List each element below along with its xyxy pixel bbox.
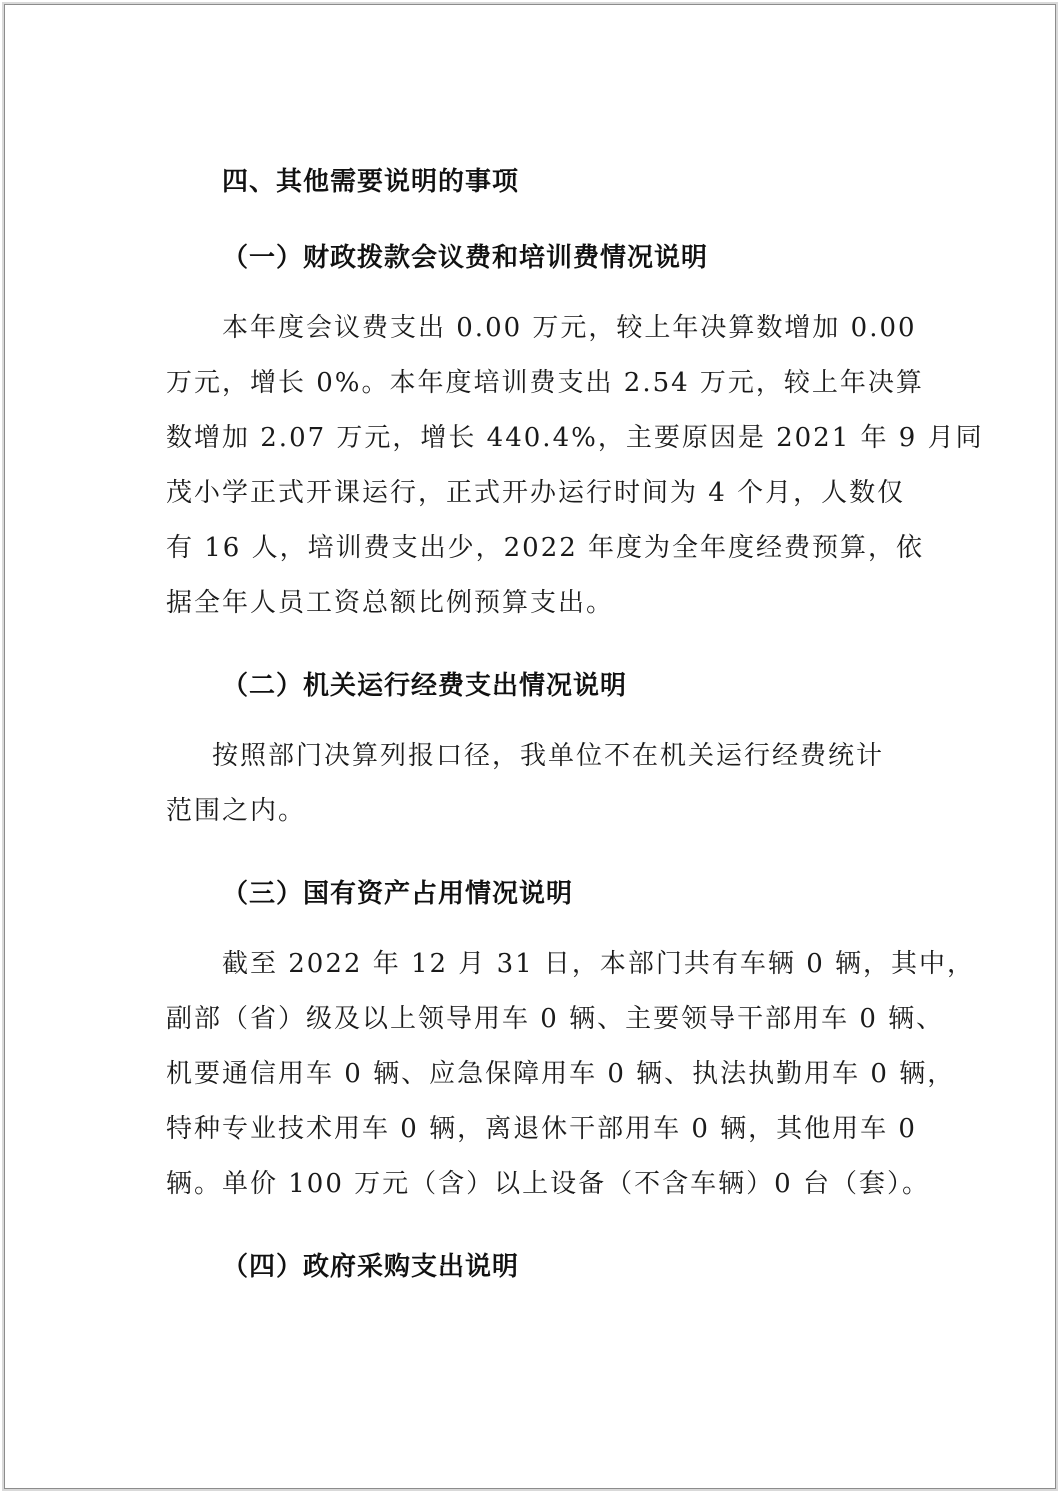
subsection-3-line-4: 特种专业技术用车 0 辆，离退休干部用车 0 辆，其他用车 0 <box>166 1114 917 1144</box>
subsection-1-line-6: 据全年人员工资总额比例预算支出。 <box>166 588 615 618</box>
subsection-2-title: （二）机关运行经费支出情况说明 <box>222 671 628 701</box>
subsection-1-line-1: 本年度会议费支出 0.00 万元，较上年决算数增加 0.00 <box>222 313 917 343</box>
subsection-1-title: （一）财政拨款会议费和培训费情况说明 <box>222 243 709 273</box>
subsection-3-title: （三）国有资产占用情况说明 <box>222 879 574 909</box>
subsection-1-line-3: 数增加 2.07 万元，增长 440.4%，主要原因是 2021 年 9 月同 <box>166 423 984 453</box>
subsection-3-line-5: 辆。单价 100 万元（含）以上设备（不含车辆）0 台（套）。 <box>166 1169 930 1199</box>
subsection-3-line-3: 机要通信用车 0 辆、应急保障用车 0 辆、执法执勤用车 0 辆， <box>166 1059 956 1089</box>
subsection-2-line-1: 按照部门决算列报口径，我单位不在机关运行经费统计 <box>212 741 885 771</box>
subsection-4-title: （四）政府采购支出说明 <box>222 1252 520 1282</box>
subsection-3-line-2: 副部（省）级及以上领导用车 0 辆、主要领导干部用车 0 辆、 <box>166 1004 945 1034</box>
subsection-1-line-4: 茂小学正式开课运行，正式开办运行时间为 4 个月，人数仅 <box>166 478 906 508</box>
subsection-1-line-2: 万元，增长 0%。本年度培训费支出 2.54 万元，较上年决算 <box>166 368 924 398</box>
subsection-3-line-1: 截至 2022 年 12 月 31 日，本部门共有车辆 0 辆，其中， <box>222 949 975 979</box>
section-heading: 四、其他需要说明的事项 <box>222 167 520 197</box>
subsection-1-line-5: 有 16 人，培训费支出少，2022 年度为全年度经费预算，依 <box>166 533 925 563</box>
subsection-2-line-2: 范围之内。 <box>166 796 307 826</box>
